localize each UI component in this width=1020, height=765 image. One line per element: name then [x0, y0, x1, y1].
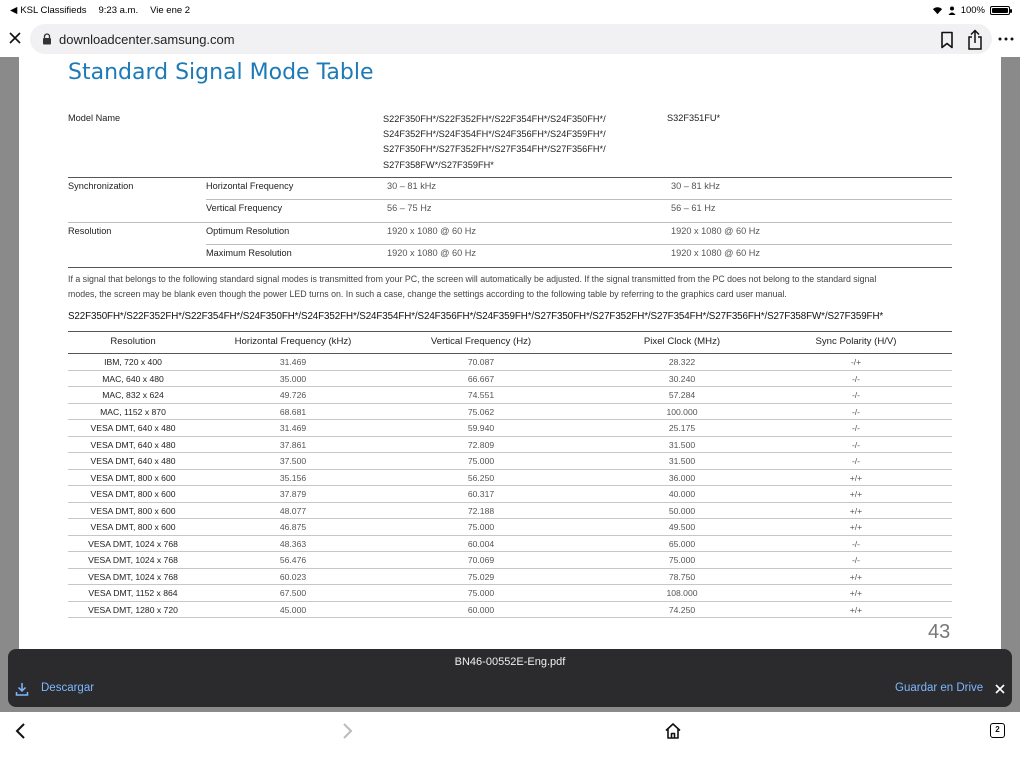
cell-hfreq: 37.861: [279, 439, 307, 450]
download-filename: BN46-00552E-Eng.pdf: [454, 656, 566, 668]
address-bar-row: [0, 20, 1020, 57]
cell-resolution: MAC, 832 x 624: [102, 390, 164, 400]
back-app-label: KSL Classifieds: [20, 5, 87, 16]
download-bar: [8, 649, 1012, 707]
cell-vfreq: 70.069: [467, 555, 495, 565]
cell-vfreq: 74.551: [467, 390, 495, 400]
table-header: [68, 332, 952, 352]
cell-hfreq: 35.156: [279, 472, 307, 483]
maximum-value-a: 1920 x 1080 @ 60 Hz: [387, 248, 477, 258]
cell-sync-polarity: +/+: [849, 505, 863, 516]
cell-hfreq: 60.023: [279, 571, 307, 582]
status-right: [932, 5, 1010, 16]
table-row: [68, 453, 952, 470]
cell-resolution: VESA DMT, 800 x 600: [90, 505, 176, 516]
sync-label: Synchronization: [68, 181, 134, 191]
table-row: [68, 437, 952, 454]
cell-pixel-clock: 75.000: [668, 555, 696, 565]
model-name-line: S22F350FH*/S22F352FH*/S22F354FH*/S24F350FH*/: [383, 114, 606, 124]
vfreq-label: Vertical Frequency: [206, 203, 283, 213]
cell-vfreq: 59.940: [467, 423, 495, 433]
cell-hfreq: 67.500: [279, 588, 307, 598]
table-row: [68, 503, 952, 520]
cell-hfreq: 31.469: [279, 423, 307, 433]
cell-vfreq: 75.029: [467, 571, 495, 582]
cell-pixel-clock: 25.175: [668, 423, 696, 433]
table-row: [68, 371, 952, 388]
cell-hfreq: 68.681: [279, 406, 307, 417]
table-row: [68, 354, 952, 371]
table-row: [68, 585, 952, 602]
cell-resolution: VESA DMT, 800 x 600: [90, 522, 176, 532]
cell-pixel-clock: 100.000: [666, 406, 698, 417]
cell-sync-polarity: +/+: [849, 522, 863, 532]
table-row: [68, 519, 952, 536]
cell-resolution: VESA DMT, 1280 x 720: [88, 604, 178, 615]
table-row: [68, 470, 952, 487]
cell-hfreq: 48.363: [279, 538, 307, 549]
cell-pixel-clock: 40.000: [668, 489, 696, 499]
model-series-title: S22F350FH*/S22F352FH*/S22F354FH*/S24F350FH*/S24F352FH*/S24F354FH*/S24F356FH*/S24F359FH*/S27F350FH*/S27F352FH*/S27F354FH*/S27F356FH*/S27F358FW*/S27F359FH*: [68, 311, 884, 322]
hfreq-value-b: 30 – 81 kHz: [671, 181, 721, 191]
model-name-line: S27F358FW*/S27F359FH*: [383, 159, 494, 170]
share-icon[interactable]: [965, 29, 985, 51]
spec-divider: [206, 199, 952, 200]
back-to-app-link[interactable]: [10, 5, 87, 16]
table-row: [68, 486, 952, 503]
header-sync-polarity: Sync Polarity (H/V): [815, 336, 897, 347]
battery-percent: 100%: [960, 5, 985, 16]
model-name-list-a: [383, 112, 606, 173]
home-icon[interactable]: [664, 722, 682, 740]
cell-sync-polarity: -/-: [851, 373, 861, 384]
cell-vfreq: 66.667: [467, 373, 495, 384]
cell-resolution: MAC, 640 x 480: [102, 373, 164, 384]
close-download-bar-icon[interactable]: [994, 683, 1006, 695]
cell-sync-polarity: -/-: [851, 423, 861, 433]
optimum-value-b: 1920 x 1080 @ 60 Hz: [671, 226, 761, 236]
cell-hfreq: 56.476: [279, 555, 307, 565]
cell-sync-polarity: +/+: [849, 588, 863, 598]
hfreq-label: Horizontal Frequency: [206, 181, 294, 191]
table-row: [68, 602, 952, 619]
status-time: 9:23 a.m.: [98, 5, 139, 16]
cell-vfreq: 60.317: [467, 489, 495, 499]
cell-hfreq: 45.000: [279, 604, 307, 615]
cell-resolution: VESA DMT, 640 x 480: [90, 439, 176, 450]
cell-hfreq: 35.000: [279, 373, 307, 384]
model-name-line: S27F350FH*/S27F352FH*/S27F354FH*/S27F356FH*/: [383, 144, 606, 155]
back-triangle-icon: ◀: [10, 5, 18, 16]
resolution-label: Resolution: [68, 226, 112, 236]
forward-arrow-icon[interactable]: [340, 722, 354, 740]
cell-hfreq: 46.875: [279, 522, 307, 532]
maximum-value-b: 1920 x 1080 @ 60 Hz: [671, 248, 761, 258]
cell-hfreq: 31.469: [279, 357, 307, 367]
cell-vfreq: 56.250: [467, 472, 495, 483]
cell-vfreq: 72.809: [467, 439, 495, 450]
cell-sync-polarity: -/+: [850, 357, 862, 367]
cell-sync-polarity: -/-: [851, 456, 861, 466]
bottom-toolbar: [0, 712, 1020, 765]
save-to-drive-button[interactable]: Guardar en Drive: [895, 682, 984, 694]
hfreq-value-a: 30 – 81 kHz: [387, 181, 437, 191]
vfreq-value-a: 56 – 75 Hz: [387, 203, 432, 213]
bookmark-icon[interactable]: [939, 31, 955, 49]
spec-divider: [68, 222, 952, 223]
more-options-icon[interactable]: [998, 37, 1014, 41]
cell-pixel-clock: 49.500: [668, 522, 696, 532]
cell-pixel-clock: 50.000: [668, 505, 696, 516]
orientation-lock-icon: [948, 6, 956, 15]
cell-pixel-clock: 108.000: [666, 588, 698, 598]
cell-sync-polarity: +/+: [849, 604, 863, 615]
cell-sync-polarity: -/-: [851, 555, 861, 565]
table-row: [68, 536, 952, 553]
cell-pixel-clock: 74.250: [668, 604, 696, 615]
cell-vfreq: 75.062: [467, 406, 495, 417]
cell-pixel-clock: 36.000: [668, 472, 696, 483]
cell-hfreq: 37.500: [279, 456, 307, 466]
model-name-b: S32F351FU*: [667, 113, 721, 123]
cell-resolution: MAC, 1152 x 870: [100, 406, 166, 417]
vfreq-value-b: 56 – 61 Hz: [671, 203, 716, 213]
note-line: If a signal that belongs to the following standard signal modes is transmitted from your PC, the screen will automatically be adjusted. If the signal transmitted from the PC does not belong to the standard signal: [68, 274, 877, 284]
url-field[interactable]: [30, 24, 992, 54]
status-date: Vie ene 2: [150, 5, 191, 16]
page-number: 43: [928, 621, 951, 643]
spec-divider: [68, 267, 952, 268]
cell-pixel-clock: 31.500: [668, 439, 696, 450]
cell-sync-polarity: -/-: [851, 439, 861, 450]
cell-pixel-clock: 65.000: [668, 538, 696, 549]
cell-resolution: IBM, 720 x 400: [104, 357, 162, 367]
back-arrow-icon[interactable]: [14, 722, 28, 740]
cell-sync-polarity: -/-: [851, 390, 861, 400]
header-resolution: Resolution: [110, 336, 156, 347]
note-paragraph: [68, 272, 952, 302]
cell-pixel-clock: 57.284: [668, 390, 696, 400]
cell-vfreq: 75.000: [467, 456, 495, 466]
table-row: [68, 404, 952, 421]
header-vfreq: Vertical Frequency (Hz): [430, 336, 532, 347]
cell-pixel-clock: 31.500: [668, 456, 696, 466]
cell-vfreq: 60.000: [467, 604, 495, 615]
lock-icon: [42, 33, 52, 45]
cell-resolution: VESA DMT, 1152 x 864: [88, 588, 178, 598]
battery-fill: [992, 8, 1008, 13]
cell-sync-polarity: +/+: [849, 472, 863, 483]
cell-resolution: VESA DMT, 800 x 600: [90, 472, 176, 483]
pdf-page: [19, 57, 1001, 657]
cell-sync-polarity: -/-: [851, 406, 861, 417]
table-row: [68, 387, 952, 404]
maximum-label: Maximum Resolution: [206, 248, 292, 258]
optimum-label: Optimum Resolution: [206, 226, 290, 236]
spec-divider: [206, 244, 952, 245]
cell-resolution: VESA DMT, 640 x 480: [90, 456, 176, 466]
model-name-line: S24F352FH*/S24F354FH*/S24F356FH*/S24F359FH*/: [383, 129, 606, 140]
table-row: [68, 569, 952, 586]
header-hfreq: Horizontal Frequency (kHz): [234, 336, 352, 347]
download-button[interactable]: Descargar: [41, 682, 95, 694]
note-line: modes, the screen may be blank even though the power LED turns on. In such a case, change the settings according to the following table by referring to the graphics card user manual.: [68, 289, 787, 299]
url-text: downloadcenter.samsung.com: [59, 32, 235, 47]
close-icon[interactable]: [5, 28, 25, 48]
download-icon[interactable]: [15, 682, 29, 696]
header-pixel-clock: Pixel Clock (MHz): [643, 336, 721, 347]
table-row: [68, 420, 952, 437]
page-title: Standard Signal Mode Table: [68, 60, 374, 85]
cell-resolution: VESA DMT, 640 x 480: [90, 423, 176, 433]
spec-divider: [68, 177, 952, 178]
optimum-value-a: 1920 x 1080 @ 60 Hz: [387, 226, 477, 236]
cell-vfreq: 60.004: [467, 538, 495, 549]
cell-vfreq: 70.087: [467, 357, 495, 367]
cell-pixel-clock: 78.750: [668, 571, 696, 582]
cell-resolution: VESA DMT, 800 x 600: [90, 489, 176, 499]
cell-resolution: VESA DMT, 1024 x 768: [88, 571, 178, 582]
cell-resolution: VESA DMT, 1024 x 768: [88, 538, 178, 549]
cell-hfreq: 37.879: [279, 489, 307, 499]
cell-vfreq: 75.000: [467, 588, 495, 598]
cell-vfreq: 72.188: [467, 505, 495, 516]
cell-hfreq: 49.726: [279, 390, 307, 400]
table-row: [68, 552, 952, 569]
cell-sync-polarity: +/+: [849, 489, 863, 499]
status-bar: [0, 0, 1020, 20]
cell-sync-polarity: +/+: [849, 571, 863, 582]
tabs-count-button[interactable]: 2: [990, 723, 1005, 738]
battery-icon: [990, 6, 1010, 15]
cell-vfreq: 75.000: [467, 522, 495, 532]
cell-pixel-clock: 28.322: [668, 357, 696, 367]
cell-sync-polarity: -/-: [851, 538, 861, 549]
wifi-icon: [932, 6, 943, 15]
cell-hfreq: 48.077: [279, 505, 307, 516]
status-left: [10, 5, 190, 16]
cell-resolution: VESA DMT, 1024 x 768: [88, 555, 178, 565]
cell-pixel-clock: 30.240: [668, 373, 696, 384]
model-name-label: Model Name: [68, 113, 121, 123]
